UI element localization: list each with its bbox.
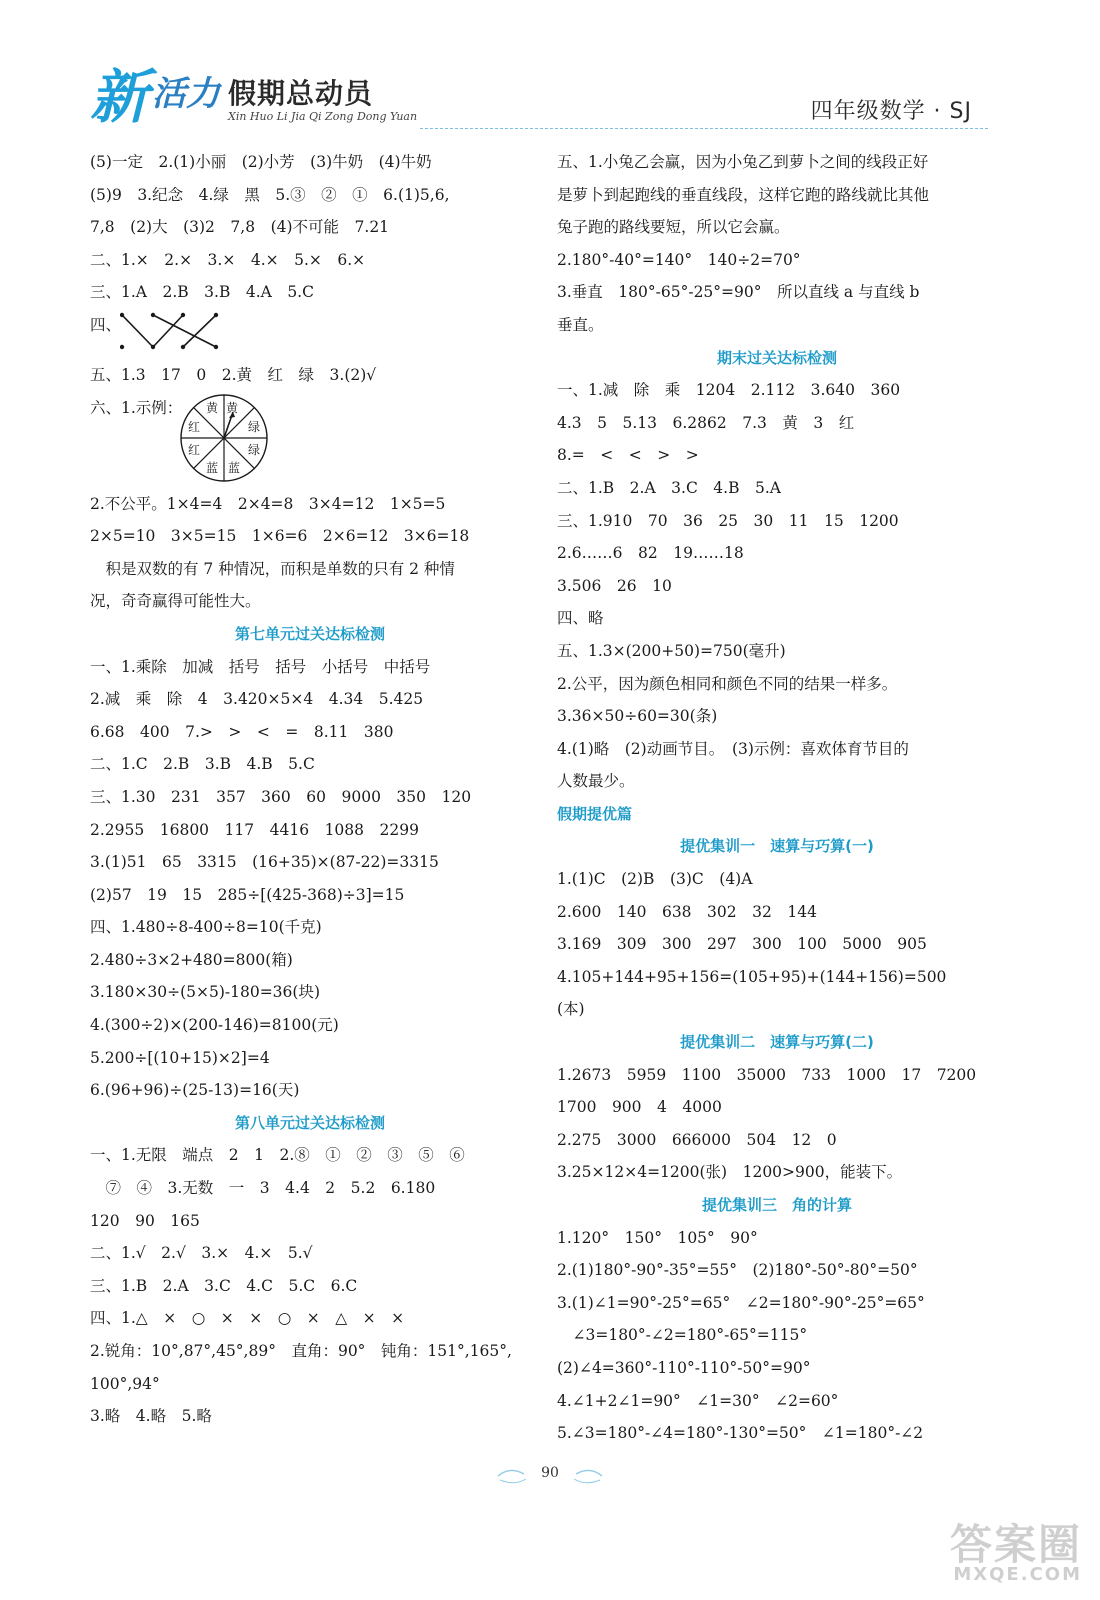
answer-line: 是萝卜到起跑线的垂直线段，这样它跑的路线就比其他 <box>557 185 930 204</box>
section-title: 提优集训三 角的计算 <box>701 1196 852 1214</box>
answer-line: 5.200÷[(10+15)×2]=4 <box>90 1048 270 1067</box>
answer-line: 四、略 <box>557 609 604 628</box>
answer-line: 2.公平，因为颜色相同和颜色不同的结果一样多。 <box>557 674 898 693</box>
answer-line: 2.275 3000 666000 504 12 0 <box>557 1130 837 1149</box>
answer-line: 3.169 309 300 297 300 100 5000 905 <box>557 935 927 954</box>
site-watermark <box>902 1512 1082 1594</box>
wheel-label: 红 <box>187 442 201 457</box>
answer-line: 7,8 (2)大 (3)2 7,8 (4)不可能 7.21 <box>90 218 390 237</box>
answer-line: 3.180×30÷(5×5)-180=36(块) <box>90 983 321 1002</box>
brand-logo <box>90 50 440 130</box>
answer-line: (本) <box>557 1000 585 1019</box>
answer-line: 五、1.3 17 0 2.黄 红 绿 3.(2)√ <box>90 365 377 384</box>
answer-line: 2.180°-40°=140° 140÷2=70° <box>557 250 801 269</box>
answer-line: 三、1.910 70 36 25 30 11 15 1200 <box>557 511 899 530</box>
wheel-label: 蓝 <box>205 460 219 475</box>
answer-line: 4.3 5 5.13 6.2862 7.3 黄 3 红 <box>557 413 855 432</box>
answer-line: 四、 <box>90 315 122 334</box>
subject-label: 四年级数学 · SJ <box>810 99 972 124</box>
logo-title: 假期总动员 <box>228 77 374 110</box>
answer-line: 5.∠3=180°-∠4=180°-130°=50° ∠1=180°-∠2 <box>557 1424 924 1443</box>
answer-line: 4.105+144+95+156=(105+95)+(144+156)=500 <box>557 967 947 986</box>
answer-line: 四、1.480÷8-400÷8=10(千克) <box>90 918 322 937</box>
answer-line: 3.(1)51 65 3315 (16+35)×(87-22)=3315 <box>90 853 439 872</box>
answer-line: 2.2955 16800 117 4416 1088 2299 <box>90 820 419 839</box>
wheel-label: 蓝 <box>227 460 241 475</box>
answer-line: 一、1.无限 端点 2 1 2.⑧ ① ② ③ ⑤ ⑥ <box>90 1146 465 1165</box>
answer-line: 3.垂直 180°-65°-25°=90° 所以直线 a 与直线 b <box>557 283 920 302</box>
answer-line: (2)57 19 15 285÷[(425-368)÷3]=15 <box>90 885 405 904</box>
wheel-label: 红 <box>187 419 201 434</box>
answer-line: 3.25×12×4=1200(张) 1200>900，能装下。 <box>557 1163 903 1182</box>
answer-line: 3.36×50÷60=30(条) <box>557 707 718 726</box>
wheel-label: 黄 <box>205 400 219 415</box>
answer-line: 五、1.小兔乙会赢，因为小兔乙到萝卜之间的线段正好 <box>557 153 929 171</box>
part-heading: 假期提优篇 <box>557 804 633 823</box>
wheel-label: 黄 <box>225 400 239 415</box>
answer-line: 3.(1)∠1=90°-25°=65° ∠2=180°-90°-25°=65° <box>557 1293 925 1312</box>
answer-line: 100°,94° <box>90 1374 160 1393</box>
answer-line: 2.不公平。1×4=4 2×4=8 3×4=12 1×5=5 <box>90 494 446 513</box>
answer-line: 2.锐角：10°,87°,45°,89° 直角：90° 钝角：151°,165°, <box>90 1342 512 1360</box>
answer-line: 4.∠1+2∠1=90° ∠1=30° ∠2=60° <box>557 1391 839 1410</box>
answer-line: (5)9 3.纪念 4.绿 黑 5.③ ② ① 6.(1)5,6, <box>90 185 450 204</box>
wheel-label: 绿 <box>247 442 261 457</box>
left-column <box>90 146 530 1433</box>
section-title: 第七单元过关达标检测 <box>234 624 385 643</box>
answer-line: 6.68 400 7.> > < = 8.11 380 <box>90 722 394 741</box>
page-header <box>0 0 1100 140</box>
wheel-label: 绿 <box>247 419 261 434</box>
answer-line: 二、1.× 2.× 3.× 4.× 5.× 6.× <box>90 250 366 269</box>
answer-line: (2)∠4=360°-110°-110°-50°=90° <box>557 1358 811 1377</box>
answer-line: 二、1.B 2.A 3.C 4.B 5.A <box>557 478 781 497</box>
answer-line: 6.(96+96)÷(25-13)=16(天) <box>90 1081 300 1100</box>
answer-line: 2×5=10 3×5=15 1×6=6 2×6=12 3×6=18 <box>90 527 470 546</box>
answer-line: 一、1.乘除 加减 括号 括号 小括号 中括号 <box>90 657 431 676</box>
answer-line: 三、1.B 2.A 3.C 4.C 5.C 6.C <box>90 1276 358 1295</box>
answer-line: 三、1.A 2.B 3.B 4.A 5.C <box>90 283 314 302</box>
answer-line: 人数最少。 <box>557 772 635 791</box>
answer-line: 4.(1)略 (2)动画节目。 (3)示例：喜欢体育节目的 <box>557 739 909 758</box>
answer-line: 8.= < < > > <box>557 446 699 465</box>
answer-line: 六、1.示例： <box>90 398 183 417</box>
logo-xin-glyph: 新 <box>90 63 149 131</box>
answer-line: 3.506 26 10 <box>557 576 672 595</box>
answer-line: 四、1.△ × ○ × × ○ × △ × × <box>90 1309 405 1328</box>
section-title: 期末过关达标检测 <box>716 348 837 367</box>
answer-line: 4.(300÷2)×(200-146)=8100(元) <box>90 1016 339 1035</box>
answer-line: 3.略 4.略 5.略 <box>90 1407 212 1426</box>
section-title: 提优集训二 速算与巧算(二) <box>680 1033 874 1052</box>
page-footer <box>0 1462 1100 1481</box>
answer-line: 2.6……6 82 19……18 <box>557 544 744 563</box>
answer-line: 2.480÷3×2+480=800(箱) <box>90 950 293 969</box>
watermark-logo-text: 答案圈 <box>949 1520 1082 1569</box>
page-number: 90 <box>541 1465 559 1481</box>
answer-line: 120 90 165 <box>90 1211 200 1230</box>
matching-answer <box>90 309 530 359</box>
section-title: 提优集训一 速算与巧算(一) <box>680 837 874 856</box>
header-divider <box>420 128 988 129</box>
answer-line: 1.(1)C (2)B (3)C (4)A <box>557 870 753 889</box>
watermark-domain: MXQE.COM <box>953 1564 1082 1585</box>
section-title: 第八单元过关达标检测 <box>234 1113 385 1132</box>
answer-line: 三、1.30 231 357 360 60 9000 350 120 <box>90 787 472 806</box>
spinner-answer <box>90 392 530 488</box>
answer-line: (5)一定 2.(1)小丽 (2)小芳 (3)牛奶 (4)牛奶 <box>90 153 432 171</box>
right-column <box>557 146 997 1450</box>
answer-line: 五、1.3×(200+50)=750(毫升) <box>557 641 786 660</box>
logo-pinyin: Xin Huo Li Jia Qi Zong Dong Yuan <box>228 110 418 123</box>
matching-lines-diagram <box>120 311 230 355</box>
answer-line: 2.减 乘 除 4 3.420×5×4 4.34 5.425 <box>90 690 424 709</box>
answer-line: 一、1.减 除 乘 1204 2.112 3.640 360 <box>557 381 901 400</box>
answer-line: 积是双数的有 7 种情况，而积是单数的只有 2 种情 <box>90 559 455 578</box>
answer-line: 二、1.C 2.B 3.B 4.B 5.C <box>90 755 315 774</box>
answer-line: 2.600 140 638 302 32 144 <box>557 902 817 921</box>
answer-line: 况，奇奇赢得可能性大。 <box>90 592 261 611</box>
logo-huoli-glyph: 活力 <box>152 74 220 114</box>
answer-line: 垂直。 <box>557 315 604 334</box>
answer-line: 1700 900 4 4000 <box>557 1098 722 1117</box>
answer-line: ∠3=180°-∠2=180°-65°=115° <box>557 1326 808 1345</box>
answer-line: 1.2673 5959 1100 35000 733 1000 17 7200 <box>557 1065 977 1084</box>
answer-line: ⑦ ④ 3.无数 一 3 4.4 2 5.2 6.180 <box>90 1179 436 1198</box>
answer-line: 兔子跑的路线要短，所以它会赢。 <box>557 218 790 237</box>
answer-line: 1.120° 150° 105° 90° <box>557 1228 758 1247</box>
spinner-wheel-diagram <box>178 392 270 484</box>
answer-line: 2.(1)180°-90°-35°=55° (2)180°-50°-80°=50° <box>557 1261 918 1280</box>
answer-line: 二、1.√ 2.√ 3.× 4.× 5.√ <box>90 1244 313 1263</box>
